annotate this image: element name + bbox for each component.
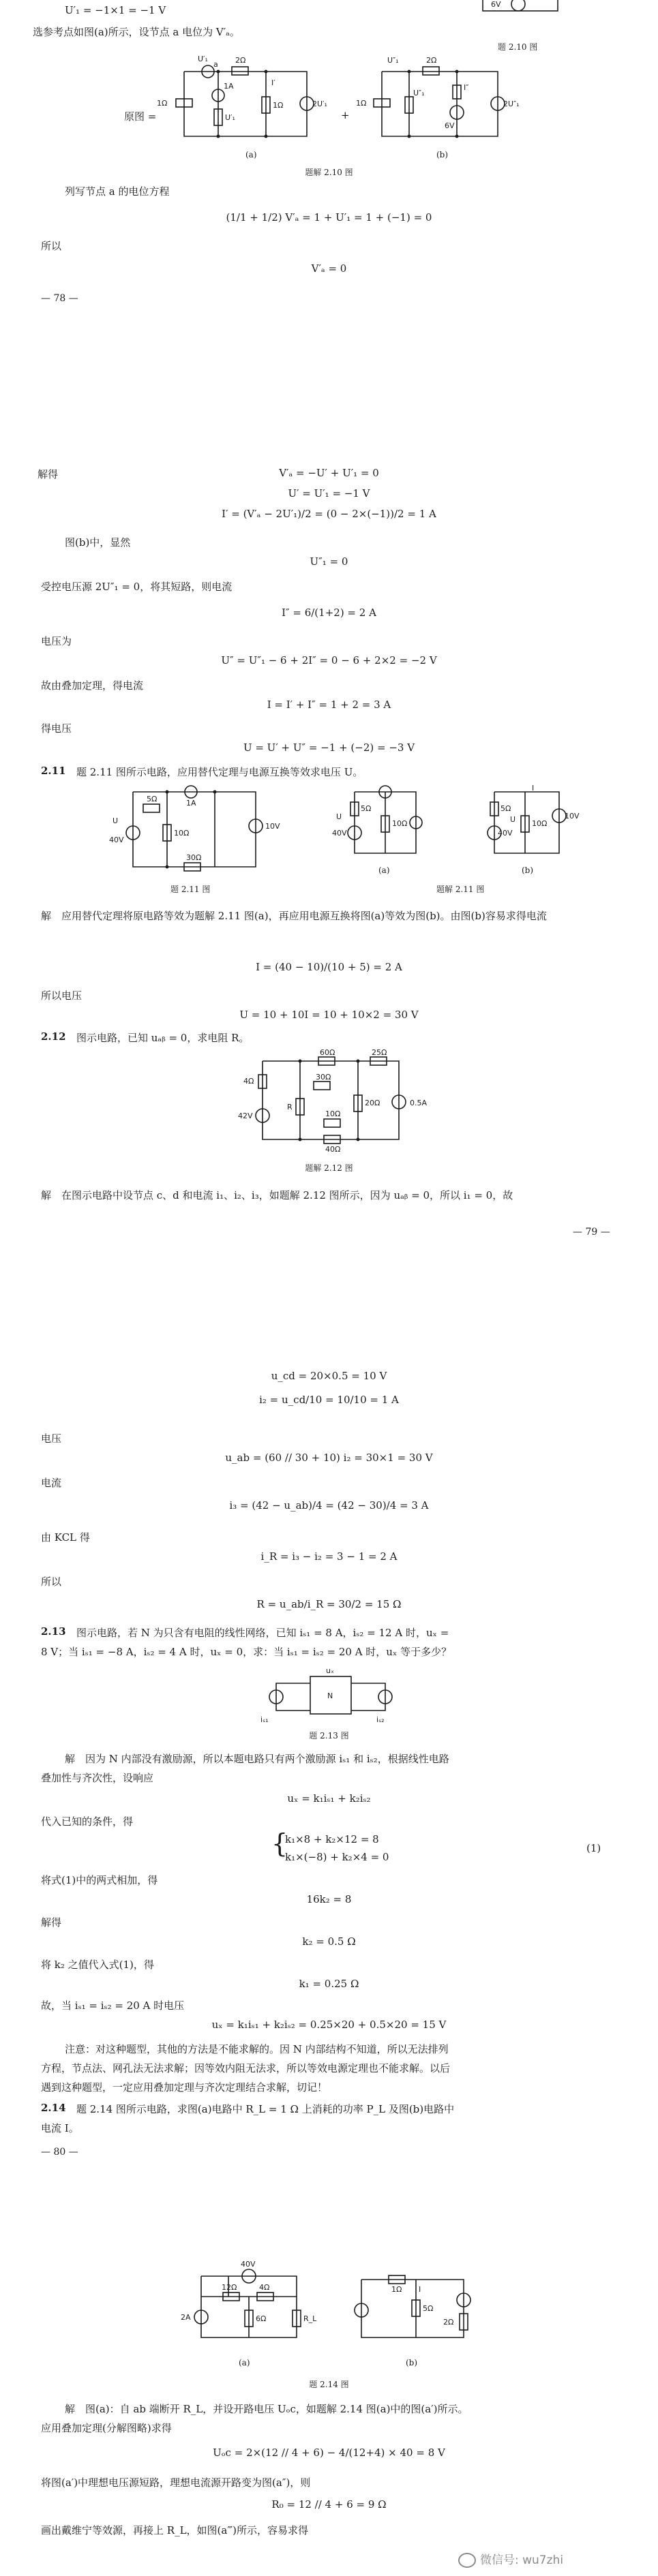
equation-va-prime: V′ₐ = −U′ + U′₁ = 0 (279, 467, 379, 479)
svg-text:40V: 40V (332, 829, 347, 838)
svg-text:40Ω: 40Ω (325, 1145, 341, 1154)
equation-ucd: u_cd = 20×0.5 = 10 V (271, 1370, 387, 1382)
circuit-2-11-a (332, 785, 433, 863)
equation-uoc: Uₒc = 2×(12 // 4 + 6) − 4/(12+4) × 40 = 8 V (213, 2447, 445, 2459)
svg-text:U′₁: U′₁ (225, 113, 235, 122)
equation-va: V′ₐ = 0 (311, 262, 347, 275)
svg-text:6V: 6V (445, 121, 455, 130)
svg-text:R_L: R_L (303, 2314, 317, 2323)
text-known-conditions: 代入已知的条件，得 (41, 1815, 134, 1828)
text-superposition: 故由叠加定理，得电流 (41, 679, 144, 692)
subfig-b-label: (b) (436, 150, 449, 159)
text-solve-3: 解得 (41, 1916, 62, 1929)
circuit-a-2-10 (157, 55, 327, 147)
figure-2-10-fragment (470, 0, 580, 27)
equation-system-brace: { (271, 1828, 288, 1858)
text-when-20a: 故，当 iₛ₁ = iₛ₂ = 20 A 时电压 (41, 1999, 185, 2012)
equation-ux-result: uₓ = k₁iₛ₁ + k₂iₛ₂ = 0.25×20 + 0.5×20 = 15 V (211, 2019, 447, 2031)
subfig-a-label: (a) (245, 150, 257, 159)
svg-text:5Ω: 5Ω (147, 795, 158, 803)
subfig-2-14-b: (b) (406, 2358, 418, 2367)
page-number-79: — 79 — (573, 1227, 610, 1238)
svg-text:6V: 6V (491, 0, 501, 9)
svg-text:2A: 2A (181, 2313, 191, 2322)
problem-number-2-12: 2.12 (41, 1030, 66, 1043)
equation-u-total: U = U′ + U″ = −1 + (−2) = −3 V (243, 741, 415, 754)
svg-text:I: I (532, 784, 535, 793)
circuit-2-13 (259, 1666, 402, 1724)
equation-r: R = u_ab/i_R = 30/2 = 15 Ω (256, 1598, 402, 1610)
equation-u-2-11: U = 10 + 10I = 10 + 10×2 = 30 V (239, 1009, 419, 1021)
text-so-3: 所以 (41, 1576, 62, 1588)
svg-text:a: a (213, 60, 218, 69)
equation-r0: R₀ = 12 // 4 + 6 = 9 Ω (271, 2498, 387, 2511)
svg-text:10V: 10V (265, 822, 280, 831)
watermark-text: 微信号: wu7zhi (480, 2554, 564, 2567)
problem-text-2-13-line1: 图示电路，若 N 为只含有电阻的线性网络，已知 iₛ₁ = 8 A，iₛ₂ = 12 A 时，uₓ = (76, 1627, 449, 1639)
figure-2-10-label: 题 2.10 图 (498, 42, 538, 52)
equation-i-2-11: I = (40 − 10)/(10 + 5) = 2 A (256, 961, 402, 973)
text-original-equals: 原图 = (124, 110, 157, 123)
text-controlled-source: 受控电压源 2U″₁ = 0，将其短路，则电流 (41, 581, 233, 593)
svg-text:6Ω: 6Ω (256, 2314, 267, 2323)
equation-i-double: I″ = 6/(1+2) = 2 A (282, 607, 376, 619)
equation-ux: uₓ = k₁iₛ₁ + k₂iₛ₂ (287, 1792, 371, 1805)
svg-text:1Ω: 1Ω (157, 99, 168, 108)
svg-text:25Ω: 25Ω (372, 1048, 387, 1057)
svg-text:10Ω: 10Ω (325, 1109, 341, 1118)
text-node-equation-intro: 列写节点 a 的电位方程 (65, 185, 170, 198)
subfig-2-14-a: (a) (239, 2358, 250, 2367)
wechat-icon (458, 2553, 476, 2568)
svg-text:42V: 42V (238, 1111, 253, 1120)
svg-text:30Ω: 30Ω (316, 1073, 331, 1082)
equation-k2: k₂ = 0.5 Ω (302, 1935, 356, 1948)
text-current: 电流 (41, 1477, 62, 1489)
svg-text:iₛ₂: iₛ₂ (376, 1715, 385, 1724)
svg-text:5Ω: 5Ω (361, 804, 372, 813)
note-line1: 注意：对这种题型，其他的方法是不能求解的。因 N 内部结构不知道，所以无法排列 (65, 2043, 449, 2055)
problem-text-2-12: 图示电路，已知 uₐᵦ = 0，求电阻 R。 (76, 1032, 250, 1044)
page-79 (0, 436, 658, 1322)
svg-text:R: R (287, 1103, 293, 1111)
svg-text:1Ω: 1Ω (391, 2285, 402, 2294)
svg-text:U″₁: U″₁ (387, 56, 399, 65)
svg-text:1A: 1A (186, 799, 196, 808)
wechat-watermark (458, 2550, 563, 2568)
solution-2-14-line3: 将图(a′)中理想电压源短路，理想电流源开路变为图(a″)，则 (41, 2477, 311, 2489)
svg-text:I″: I″ (464, 83, 469, 92)
problem-number-2-13: 2.13 (41, 1625, 66, 1638)
svg-text:N: N (327, 1691, 333, 1700)
problem-number-2-11: 2.11 (41, 765, 66, 777)
figure-caption-2-10: 题解 2.10 图 (305, 168, 353, 177)
subfig-2-11-a: (a) (378, 865, 390, 875)
solution-2-14-line1: 解 图(a)：自 ab 端断开 R_L，并设开路电压 Uₒc，如题解 2.14 图(a)中的图(a′)所示。 (65, 2403, 468, 2415)
svg-text:10V: 10V (565, 812, 580, 821)
text-voltage-is: 电压为 (41, 635, 72, 647)
equation-i-total: I = I′ + I″ = 1 + 2 = 3 A (267, 699, 391, 711)
solution-2-12-body: 解 在图示电路中设节点 c、d 和电流 i₁、i₂、i₃，如题解 2.12 图所示，因为 uₐᵦ = 0，所以 i₁ = 0，故 (41, 1189, 513, 1201)
solution-2-14-line4: 画出戴维宁等效源，再接上 R_L，如图(a‴)所示，容易求得 (41, 2524, 308, 2536)
svg-text:1A: 1A (224, 82, 234, 91)
svg-text:uₓ: uₓ (326, 1666, 334, 1675)
equation-number-1: (1) (586, 1842, 601, 1854)
text-fig-b-intro: 图(b)中，显然 (65, 536, 131, 549)
text-kcl: 由 KCL 得 (41, 1531, 90, 1544)
text-voltage: 电压 (41, 1432, 62, 1445)
svg-text:2Ω: 2Ω (235, 56, 246, 65)
page-81-partial (0, 2256, 658, 2576)
svg-text:2Ω: 2Ω (426, 56, 437, 65)
circuit-2-11 (106, 785, 283, 877)
equation-k1: k₁ = 0.25 Ω (299, 1978, 359, 1990)
equation-u-prime: U′ = U′₁ = −1 V (288, 487, 370, 500)
figure-caption-2-13: 题 2.13 图 (309, 1731, 349, 1741)
circuit-2-14-b (348, 2273, 484, 2348)
text-so: 所以 (41, 240, 62, 252)
svg-text:I: I (419, 2285, 421, 2294)
figure-caption-2-11: 题 2.11 图 (170, 885, 211, 894)
svg-text:U′₁: U′₁ (198, 55, 208, 63)
svg-text:60Ω: 60Ω (320, 1048, 335, 1057)
text-solve: 解得 (38, 468, 59, 480)
problem-text-2-14-line1: 题 2.14 图所示电路，求图(a)电路中 R_L = 1 Ω 上消耗的功率 P_L 及图(b)电路中 (76, 2103, 455, 2115)
equation-i3: i₃ = (42 − u_ab)/4 = (42 − 30)/4 = 3 A (229, 1499, 429, 1512)
svg-text:U: U (336, 812, 342, 821)
note-line3: 遇到这种题型，一定应用叠加定理与齐次定理结合求解，切记！ (41, 2081, 328, 2094)
svg-text:4Ω: 4Ω (243, 1077, 254, 1086)
svg-text:2U″₁: 2U″₁ (503, 99, 520, 108)
svg-text:U″₁: U″₁ (413, 89, 425, 97)
text-substitute-k2: 将 k₂ 之值代入式(1)，得 (41, 1959, 154, 1971)
equation-u1-double: U″₁ = 0 (310, 555, 348, 568)
svg-text:5Ω: 5Ω (423, 2304, 434, 2313)
equation-system-1a: k₁×8 + k₂×12 = 8 (285, 1833, 379, 1845)
equation-node-a: (1/1 + 1/2) V′ₐ = 1 + U′₁ = 1 + (−1) = 0 (226, 211, 432, 224)
text-add-equations: 将式(1)中的两式相加，得 (41, 1874, 158, 1886)
solution-text-2-11 (41, 906, 614, 926)
text-get-voltage: 得电压 (41, 722, 72, 735)
svg-text:40V: 40V (498, 829, 513, 838)
svg-text:U: U (510, 815, 516, 824)
solution-2-13-line1: 解 因为 N 内部没有激励源，所以本题电路只有两个激励源 iₛ₁ 和 iₛ₂，根据线性电路 (65, 1753, 449, 1765)
solution-caption-2-12: 题解 2.12 图 (305, 1163, 353, 1173)
problem-text-2-13-line2: 8 V；当 iₛ₁ = −8 A，iₛ₂ = 4 A 时，uₓ = 0，求：当 iₛ₁ = iₛ₂ = 20 A 时，uₓ 等于多少？ (41, 1646, 452, 1658)
circuit-b-2-10 (356, 55, 520, 147)
subfig-2-11-b: (b) (522, 865, 534, 875)
page-78: U′₁ = −1×1 = −1 V 选参考点如图(a)所示，设节点 a 电位为 V′ₐ。 6V 题 2.10 图 原图 = 2Ω U′₁ a 1Ω 1A U′₁ 1Ω I′ 2U′₁ (a) + 2Ω U″₁ 1Ω U″₁ 6V I″ 2U″₁ (b) 题解 2.10 图 列写节点 a 的电位方程 (1/1 + 1/2) V′ₐ = 1 + U′₁ = 1 + (−1) = 0 所以 V′ₐ = 0 — 78 — (0, 0, 658, 382)
svg-text:10Ω: 10Ω (532, 819, 548, 828)
equation-i2: i₂ = u_cd/10 = 10/10 = 1 A (259, 1394, 399, 1406)
equation-u1: U′₁ = −1×1 = −1 V (65, 4, 166, 16)
page-number-78: — 78 — (41, 293, 78, 304)
problem-text-2-14-line2: 电流 I。 (41, 2122, 79, 2134)
svg-text:1Ω: 1Ω (273, 101, 284, 110)
svg-text:5Ω: 5Ω (500, 804, 511, 813)
problem-number-2-14: 2.14 (41, 2102, 66, 2114)
equation-system-1b: k₁×(−8) + k₂×4 = 0 (285, 1851, 389, 1863)
circuit-2-12 (235, 1048, 440, 1154)
circuit-2-14-a (181, 2260, 317, 2348)
note-line2: 方程，节点法、网孔法无法求解；因等效内阻无法求，所以等效电源定理也不能求解。以后 (41, 2062, 451, 2074)
svg-text:10Ω: 10Ω (392, 819, 408, 828)
figure-caption-2-14: 题 2.14 图 (309, 2380, 349, 2389)
svg-text:1Ω: 1Ω (356, 99, 367, 108)
svg-text:20Ω: 20Ω (365, 1099, 380, 1107)
svg-text:10Ω: 10Ω (174, 829, 190, 838)
svg-text:2U′₁: 2U′₁ (312, 99, 327, 108)
equation-ir: i_R = i₃ − i₂ = 3 − 1 = 2 A (260, 1550, 398, 1563)
text-choose-reference: 选参考点如图(a)所示，设节点 a 电位为 V′ₐ。 (33, 26, 240, 38)
svg-text:4Ω: 4Ω (259, 2283, 270, 2292)
solution-2-14-line2: 应用叠加定理(分解图略)求得 (41, 2422, 172, 2434)
svg-text:12Ω: 12Ω (222, 2283, 237, 2292)
svg-text:2Ω: 2Ω (443, 2318, 454, 2327)
solution-caption-2-11: 题解 2.11 图 (436, 885, 485, 894)
page-number-80: — 80 — (41, 2147, 78, 2158)
page-80 (0, 1363, 658, 2222)
problem-text-2-11: 题 2.11 图所示电路，应用替代定理与电源互换等效求电压 U。 (76, 766, 363, 778)
circuit-2-11-b (477, 785, 580, 863)
svg-text:I′: I′ (271, 78, 275, 87)
equation-i-prime: I′ = (V′ₐ − 2U′₁)/2 = (0 − 2×(−1))/2 = 1 A (222, 508, 436, 520)
solution-text-2-12 (41, 1186, 614, 1206)
solution-2-11-body: 解 应用替代定理将原电路等效为题解 2.11 图(a)，再应用电源互换将图(a)等效为图(b)。由图(b)容易求得电流 (41, 910, 547, 922)
svg-text:iₛ₁: iₛ₁ (260, 1715, 269, 1724)
equation-uab: u_ab = (60 // 30 + 10) i₂ = 30×1 = 30 V (225, 1452, 433, 1464)
equation-u-double: U″ = U″₁ − 6 + 2I″ = 0 − 6 + 2×2 = −2 V (221, 654, 437, 666)
equation-16k2: 16k₂ = 8 (306, 1893, 352, 1905)
svg-text:U: U (113, 816, 119, 825)
svg-text:40V: 40V (241, 2260, 256, 2269)
text-so-voltage: 所以电压 (41, 990, 83, 1002)
svg-text:30Ω: 30Ω (186, 853, 202, 862)
svg-text:40V: 40V (109, 835, 124, 844)
solution-2-13-line2: 叠加性与齐次性，设响应 (41, 1772, 154, 1784)
svg-text:0.5A: 0.5A (410, 1099, 428, 1107)
